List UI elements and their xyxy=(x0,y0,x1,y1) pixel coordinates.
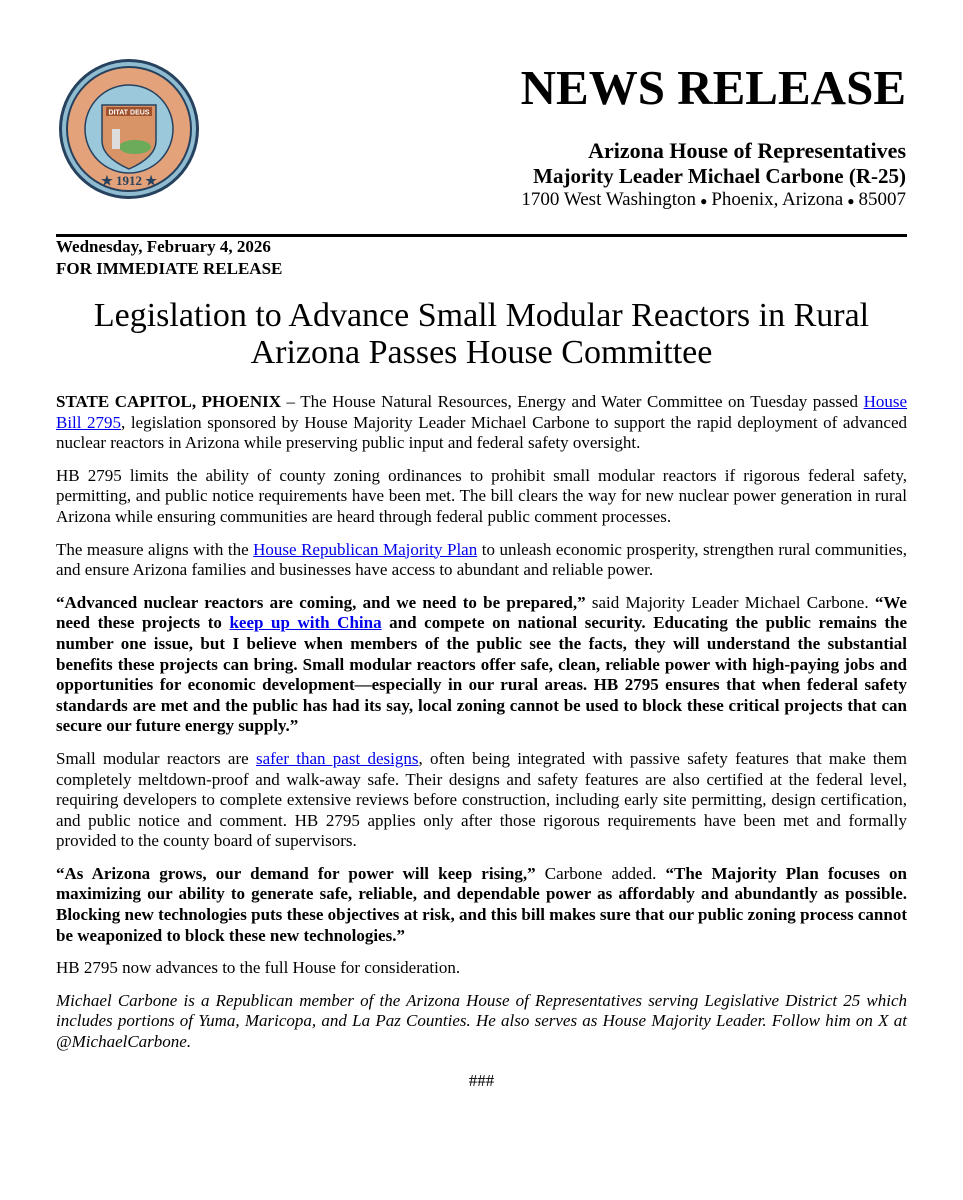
quote: “As Arizona grows, our demand for power will keep rising,” xyxy=(56,863,536,883)
paragraph-2: HB 2795 limits the ability of county zoning ordinances to prohibit small modular reactors if rigorous federal safety, permitting, and public notice requirements have been met. The bill clears the way for new nuclear power generation in rural Arizona while ensuring communities are heard through federal public comment processes. xyxy=(56,465,907,526)
headline-line-1: Legislation to Advance Small Modular Reactors in Rural xyxy=(93,297,870,334)
link-majority-plan[interactable]: House Republican Majority Plan xyxy=(253,539,478,559)
date-block xyxy=(56,236,282,280)
text: , legislation sponsored by House Majority Leader Michael Carbone to support the rapid deployment of advanced nuclear reactors in Arizona while preserving public input and federal safety oversight. xyxy=(56,412,907,453)
letterhead xyxy=(521,138,906,212)
address-street: 1700 West Washington xyxy=(521,189,697,210)
organization-name: Arizona House of Representatives xyxy=(588,138,906,163)
quote: and compete on national security. Educating the public remains the number one issue, but I believe when members of the public see the facts, they will understand the substantial benefits these projects can bring. Small modular reactors offer safe, clean, reliable power with high-paying jobs and opportunities for economic development—especially in our rural areas. HB 2795 ensures that when federal safety standards are met and the public has had its say, local zoning cannot be used to block these critical projects that can secure our future energy supply.” xyxy=(56,613,907,736)
arizona-state-seal xyxy=(57,57,201,201)
svg-text:★ 1912 ★: ★ 1912 ★ xyxy=(101,173,157,188)
bullet-icon: ● xyxy=(700,193,708,208)
paragraph-5 xyxy=(56,749,907,852)
text: The measure aligns with the xyxy=(56,539,254,559)
bio-paragraph: Michael Carbone is a Republican member of the Arizona House of Representatives serving Legislative District 25 which includes portions of Yuma, Maricopa, and La Paz Counties. He also serves as House Majority Leader. Follow him on X at @MichaelCarbone. xyxy=(56,990,907,1052)
text: – The House Natural Resources, Energy and Water Committee on Tuesday passed xyxy=(281,392,864,411)
quote: “We need these projects to xyxy=(56,592,907,633)
paragraph-intro xyxy=(56,392,907,454)
headline-line-2: Arizona Passes House Committee xyxy=(250,334,713,371)
link-keep-up-with-china[interactable]: keep up with China xyxy=(229,613,382,633)
paragraph-quote-1 xyxy=(56,593,907,737)
svg-text:DITAT DEUS: DITAT DEUS xyxy=(108,109,150,117)
text: Carbone added. xyxy=(535,863,666,883)
text: to unleash economic prosperity, strengthen rural communities, and ensure Arizona families and businesses have access to abundant and reliable power. xyxy=(56,539,908,580)
member-name: Majority Leader Michael Carbone (R-25) xyxy=(533,164,906,188)
bullet-icon: ● xyxy=(847,193,855,208)
end-marker: ### xyxy=(468,1070,495,1090)
text: , often being integrated with passive safety features that make them completely meltdown-proof and walk-away safe. Their designs and safety features are also certified at the federal level, requiring developers to complete extensive reviews before construction, including early site permitting, design certification, and public notice and comment. HB 2795 applies only after those rigorous requirements have been met and formally provided to the county board of supervisors. xyxy=(56,748,908,851)
quote: “The Majority Plan focuses on maximizing our ability to generate safe, reliable, and dependable power as affordably and abundantly as possible. Blocking new technologies puts these objectives at risk, and this bill makes sure that our public zoning process cannot be weaponized to block these new technologies.” xyxy=(56,863,907,945)
headline xyxy=(56,297,907,371)
link-house-bill-2795[interactable]: House Bill 2795 xyxy=(56,392,908,432)
address xyxy=(521,189,906,212)
quote: “Advanced nuclear reactors are coming, and we need to be prepared,” xyxy=(56,592,586,612)
link-safer-designs[interactable]: safer than past designs xyxy=(255,748,419,768)
address-zip: 85007 xyxy=(858,189,906,210)
paragraph-3 xyxy=(56,540,907,581)
text: Small modular reactors are xyxy=(56,748,256,768)
text: said Majority Leader Michael Carbone. xyxy=(585,592,875,612)
paragraph-quote-2 xyxy=(56,864,907,946)
article-body xyxy=(56,392,907,1091)
dateline: STATE CAPITOL, PHOENIX xyxy=(56,392,281,411)
news-release-heading: NEWS RELEASE xyxy=(520,60,906,115)
address-city: Phoenix, Arizona xyxy=(711,189,844,210)
paragraph-7: HB 2795 now advances to the full House for consideration. xyxy=(56,958,461,978)
release-status: FOR IMMEDIATE RELEASE xyxy=(56,259,283,278)
release-date: Wednesday, February 4, 2026 xyxy=(56,237,271,256)
